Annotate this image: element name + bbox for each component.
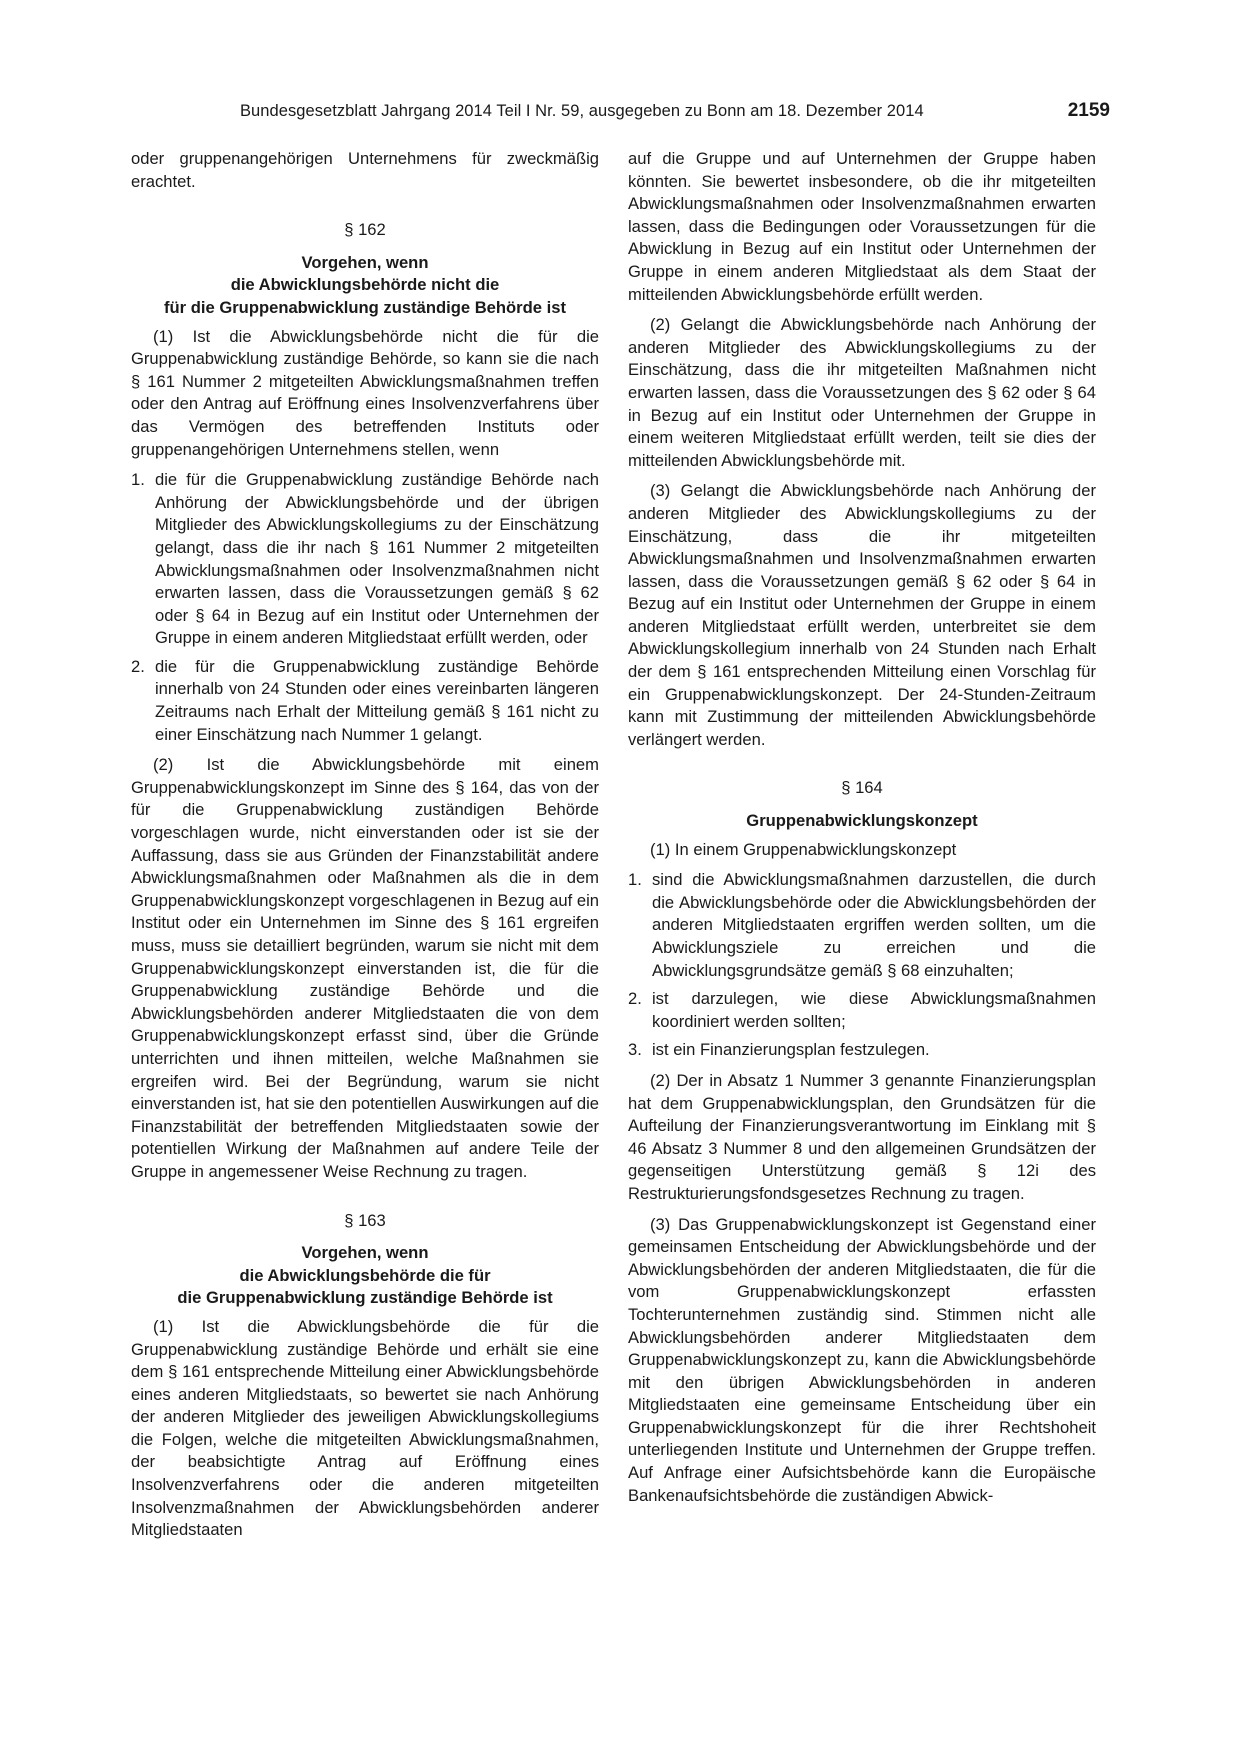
paragraph-163-2: (2) Gelangt die Abwicklungsbehörde nach Anhörung der anderen Mitglieder des Abwicklungskollegiums zu der Einschätzung, dass die ihr mitgeteilten Maßnahmen nicht erwarten lassen, dass die Voraussetzungen des § 62 oder § 64 in Bezug auf ein Institut oder Unternehmen der Gruppe in einem weiteren Mitgliedstaat erfüllt werden, teilt sie dies der mitteilenden Abwicklungsbehörde mit. [628, 315, 1096, 470]
paragraph-162-1: (1) Ist die Abwicklungsbehörde nicht die für die Gruppenabwicklung zuständige Behörde, so kann sie die nach § 161 Nummer 2 mitgeteilten Abwicklungsmaßnahmen treffen oder den Antrag auf Eröffnung eines Insolvenzverfahrens über das Vermögen des betreffenden Instituts oder gruppenangehörigen Unternehmens stellen, wenn [131, 326, 599, 459]
paragraph-163-3: (3) Gelangt die Abwicklungsbehörde nach Anhörung der anderen Mitglieder des Abwicklungskollegiums zu der Einschätzung, dass die ihr mitgeteilten Abwicklungsmaßnahmen und Insolvenzmaßnahmen erwarten lassen, dass die Voraussetzungen gemäß § 62 oder § 64 in Bezug auf ein Institut oder Unternehmen der Gruppe in einem anderen Mitgliedstaat erfüllt werden, unterbreitet sie dem Abwicklungskollegium innerhalb von 24 Stunden nach Erhalt der dem § 161 entsprechenden Mitteilung einen Vorschlag für ein Gruppenabwicklungskonzept. Der 24-Stunden-Zeitraum kann mit Zustimmung der mitteilenden Abwicklungsbehörde verlängert werden. [628, 481, 1096, 749]
section-title-163 [131, 1242, 599, 1310]
list-item-text: ist ein Finanzierungsplan festzulegen. [652, 1040, 930, 1060]
section-title-line: Vorgehen, wenn [301, 252, 429, 272]
list-item-text: ist darzulegen, wie diese Abwicklungsmaßnahmen koordiniert werden sollten; [652, 989, 1096, 1031]
paragraph-164-1: (1) In einem Gruppenabwicklungskonzept [650, 839, 957, 859]
section-title-162 [131, 252, 599, 320]
section-title-164: Gruppenabwicklungskonzept [746, 811, 978, 831]
paragraph-162-2: (2) Ist die Abwicklungsbehörde mit einem Gruppenabwicklungskonzept im Sinne des § 164, das von der für die Gruppenabwicklung zuständigen Behörde vorgeschlagen wurde, nicht einverstanden oder ist sie der Auffassung, dass sie aus Gründen der Finanzstabilität andere Abwicklungsmaßnahmen oder Maßnahmen als die in dem Gruppenabwicklungskonzept vorgeschlagenen in Bezug auf ein Institut oder ein Unternehmen im Sinne des § 161 ergreifen muss, muss sie detailliert begründen, warum sie nicht mit dem Gruppenabwicklungskonzept einverstanden ist, die für die Gruppenabwicklung zuständige Behörde und die Abwicklungsbehörden anderer Mitgliedstaaten die von dem Gruppenabwicklungskonzept erfasst sind, über die Gründe unterrichten und ihnen mitteilen, welche Maßnahmen sie ergreifen wird. Bei der Begründung, warum sie nicht einverstanden ist, hat sie den potentiellen Auswirkungen auf die Finanzstabilität der betreffenden Mitgliedstaaten sowie der potentiellen Wirkung der Maßnahmen auf andere Teile der Gruppe in angemessener Weise Rechnung zu tragen. [131, 755, 599, 1181]
list-item-text: sind die Abwicklungsmaßnahmen darzustellen, die durch die Abwicklungsbehörde oder die Abwicklungsbehörden der anderen Mitgliedstaaten ergriffen werden sollten, um die Abwicklungsziele zu erreichen und die Abwicklungsgrundsätze gemäß § 68 einzuhalten; [652, 870, 1096, 980]
paragraph-continuation: oder gruppenangehörigen Unternehmens für zweckmäßig erachtet. [131, 149, 599, 191]
section-title-line: die Gruppenabwicklung zuständige Behörde ist [177, 1288, 553, 1308]
enumeration-162 [131, 469, 599, 746]
list-item [131, 656, 599, 746]
page-header [150, 100, 1110, 126]
paragraph-163-1-continuation: auf die Gruppe und auf Unternehmen der Gruppe haben könnten. Sie bewertet insbesondere, ob die ihr mitgeteilten Abwicklungsmaßnahmen oder Insolvenzmaßnahmen erwarten lassen, dass die Bedingungen oder Voraussetzungen für die Abwicklung in Bezug auf ein Institut oder Unternehmen der Gruppe in einem anderen Mitgliedstaat als dem Staat der mitteilenden Abwicklungsbehörde erfüllt werden. [628, 149, 1096, 304]
paragraph-164-2: (2) Der in Absatz 1 Nummer 3 genannte Finanzierungsplan hat dem Gruppenabwicklungsplan, den Grundsätzen für die Aufteilung der Finanzierungsverantwortung im Einklang mit § 46 Absatz 3 Nummer 8 und den allgemeinen Grundsätzen der gegenseitigen Unterstützung gemäß § 12i des Restrukturierungsfondsgesetzes Rechnung zu tragen. [628, 1070, 1096, 1203]
list-item [131, 469, 599, 650]
section-title-line: Vorgehen, wenn [301, 1243, 429, 1263]
list-item-number: 3. [628, 1040, 642, 1060]
page-number: 2159 [1067, 100, 1110, 121]
list-item-number: 1. [131, 470, 145, 490]
paragraph-163-1: (1) Ist die Abwicklungsbehörde die für die Gruppenabwicklung zuständige Behörde und erhält sie eine dem § 161 entsprechende Mitteilung einer Abwicklungsbehörde eines anderen Mitgliedstaats, so bewertet sie nach Anhörung der anderen Mitglieder des jeweiligen Abwicklungskollegiums die Folgen, welche die mitgeteilten Abwicklungsmaßnahmen, der beabsichtigte Antrag auf Eröffnung eines Insolvenzverfahrens oder die anderen mitgeteilten Insolvenzmaßnahmen der Abwicklungsbehörden anderer Mitgliedstaaten [131, 1316, 599, 1540]
paragraph-164-3: (3) Das Gruppenabwicklungskonzept ist Gegenstand einer gemeinsamen Entscheidung der Abwicklungsbehörde und der Abwicklungsbehörden der anderen Mitgliedstaaten, die für die vom Gruppenabwicklungskonzept erfassten Tochterunternehmen zuständig sind. Stimmen nicht alle Abwicklungsbehörden anderer Mitgliedstaaten dem Gruppenabwicklungskonzept zu, kann die Abwicklungsbehörde mit den übrigen Abwicklungsbehörden in anderen Mitgliedstaaten eine gemeinsame Entscheidung über ein Gruppenabwicklungskonzept für die ihrer Rechtshoheit unterliegenden Institute und Unternehmen der Gruppe treffen. Auf Anfrage einer Aufsichtsbehörde kann die Europäische Bankenaufsichtsbehörde die zuständigen Abwick- [628, 1214, 1096, 1505]
section-number-162: § 162 [344, 220, 386, 240]
section-number-163: § 163 [344, 1210, 386, 1230]
section-title-line: die Abwicklungsbehörde nicht die [230, 275, 500, 295]
list-item-number: 2. [628, 989, 642, 1009]
section-number-164: § 164 [841, 778, 883, 798]
list-item-number: 2. [131, 656, 145, 676]
list-item [628, 869, 1096, 982]
list-item [628, 1039, 1096, 1062]
list-item-text: die für die Gruppenabwicklung zuständige Behörde innerhalb von 24 Stunden oder eines vereinbarten längeren Zeitraums nach Erhalt der Mitteilung gemäß § 161 nicht zu einer Einschätzung nach Nummer 1 gelangt. [155, 656, 599, 744]
section-title-line: die Abwicklungsbehörde die für [239, 1265, 491, 1285]
list-item-text: die für die Gruppenabwicklung zuständige Behörde nach Anhörung der Abwicklungsbehörde und der übrigen Mitglieder des Abwicklungskollegiums zu der Einschätzung gelangt, dass die ihr nach § 161 Nummer 2 mitgeteilten Abwicklungsmaßnahmen oder Insolvenzmaßnahmen nicht erwarten lassen, dass die Voraussetzungen gemäß § 62 oder § 64 in Bezug auf ein Institut oder Unternehmen der Gruppe in einem anderen Mitgliedstaat erfüllt werden, oder [155, 470, 599, 648]
list-item [628, 988, 1096, 1033]
list-item-number: 1. [628, 870, 642, 890]
left-column [131, 148, 599, 1550]
enumeration-164 [628, 869, 1096, 1062]
section-title-line: für die Gruppenabwicklung zuständige Behörde ist [164, 297, 566, 317]
running-header: Bundesgesetzblatt Jahrgang 2014 Teil I Nr. 59, ausgegeben zu Bonn am 18. Dezember 2014 [240, 102, 924, 120]
right-column [628, 148, 1096, 1515]
